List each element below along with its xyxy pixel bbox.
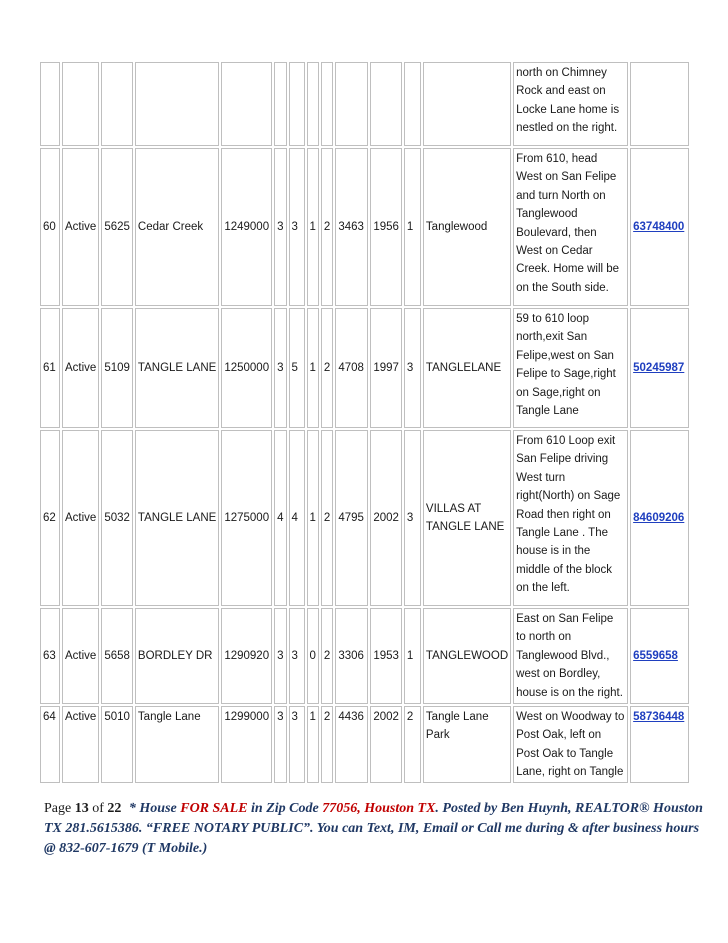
- mls-number-cell: [630, 706, 689, 783]
- listing-row: [40, 308, 689, 428]
- street-name-cell: [135, 430, 219, 606]
- square-feet: 4708: [338, 361, 364, 374]
- stories: 2: [323, 649, 331, 662]
- garage-spaces: 3: [406, 361, 414, 374]
- listing-number-cell: [40, 148, 60, 306]
- page-footer: [44, 799, 704, 859]
- directions: 59 to 610 loop north,exit San Felipe,west on San Felipe to Sage,right on Sage,right on Tangle Lane: [516, 313, 616, 418]
- full-baths-cell: [289, 62, 305, 146]
- street-number-cell: [101, 308, 133, 428]
- year-built: 2002: [373, 511, 399, 524]
- half-baths-cell: [307, 62, 319, 146]
- square-feet: 3306: [338, 649, 364, 662]
- year-built-cell: [370, 62, 402, 146]
- footer-star: *: [128, 801, 136, 816]
- full-baths: 5: [291, 361, 298, 374]
- listings-body: [40, 62, 689, 783]
- year-built: 1953: [373, 649, 399, 662]
- listing-number-cell: [40, 430, 60, 606]
- garage-spaces-cell: [404, 62, 421, 146]
- garage-spaces-cell: [404, 148, 421, 306]
- street-number-cell: [101, 430, 133, 606]
- mls-number-cell: [630, 608, 689, 704]
- list-price: 1299000: [224, 711, 270, 723]
- bedrooms: 3: [277, 649, 284, 662]
- bedrooms: 3: [277, 220, 284, 233]
- listings-table: [38, 60, 691, 785]
- street-number-cell: [101, 706, 133, 783]
- square-feet-cell: [335, 430, 368, 606]
- full-baths: 4: [291, 511, 298, 524]
- half-baths: 1: [309, 361, 316, 374]
- listing-number-cell: [40, 62, 60, 146]
- directions: East on San Felipe to north on Tanglewood Blvd., west on Bordley, house is on the right.: [516, 613, 623, 699]
- subdivision-cell: [423, 608, 511, 704]
- bedrooms-cell: [274, 608, 286, 704]
- street-name-cell: [135, 62, 219, 146]
- subdivision-cell: [423, 706, 511, 783]
- square-feet-cell: [335, 62, 368, 146]
- directions: West on Woodway to Post Oak, left on Post Oak to Tangle Lane, right on Tangle: [516, 711, 625, 779]
- list-price-cell: [221, 608, 272, 704]
- garage-spaces-cell: [404, 608, 421, 704]
- listing-status-cell: [62, 308, 99, 428]
- list-price: 1275000: [224, 511, 270, 524]
- year-built-cell: [370, 308, 402, 428]
- street-name: BORDLEY DR: [137, 649, 213, 662]
- footer-of-word: of: [92, 801, 104, 816]
- listing-status: Active: [65, 361, 97, 374]
- bedrooms: 3: [277, 711, 284, 723]
- subdivision-cell: [423, 148, 511, 306]
- street-name: Tangle Lane: [137, 711, 201, 723]
- full-baths: 3: [291, 649, 298, 662]
- bedrooms-cell: [274, 706, 286, 783]
- footer-page-number: 13: [74, 801, 89, 816]
- footer-in-zip: in Zip Code: [251, 801, 319, 816]
- bedrooms-cell: [274, 308, 286, 428]
- listing-status: Active: [65, 649, 97, 662]
- footer-for-sale: FOR SALE: [180, 801, 248, 816]
- street-name-cell: [135, 608, 219, 704]
- listing-status-cell: [62, 148, 99, 306]
- footer-posted-by: . Posted by Ben Huynh, REALTOR® Houston TX 281.5615386. “FREE NOTARY PUBLIC”. You can Text, IM, Email or Call me during & after business hours @ 832-607-1679 (T Mobile.): [44, 801, 703, 856]
- listing-status-cell: [62, 706, 99, 783]
- mls-link[interactable]: 50245987: [633, 361, 685, 374]
- street-number: 5109: [104, 361, 130, 374]
- street-name-cell: [135, 148, 219, 306]
- subdivision: TANGLEWOOD: [425, 649, 509, 662]
- listing-number-cell: [40, 706, 60, 783]
- year-built-cell: [370, 148, 402, 306]
- half-baths: 1: [309, 711, 316, 723]
- listing-status-cell: [62, 430, 99, 606]
- listing-number-cell: [40, 608, 60, 704]
- directions-cell: [513, 148, 628, 306]
- bedrooms: 4: [277, 511, 284, 524]
- street-name-cell: [135, 308, 219, 428]
- listing-status-cell: [62, 62, 99, 146]
- garage-spaces: 1: [406, 220, 414, 233]
- mls-number-cell: [630, 62, 689, 146]
- square-feet-cell: [335, 608, 368, 704]
- stories: 2: [323, 511, 331, 524]
- street-name-cell: [135, 706, 219, 783]
- mls-link[interactable]: 58736448: [633, 711, 685, 723]
- half-baths-cell: [307, 706, 319, 783]
- directions-cell: [513, 430, 628, 606]
- subdivision: Tangle Lane Park: [425, 711, 489, 742]
- garage-spaces: 1: [406, 649, 414, 662]
- footer-zip: 77056, Houston TX: [322, 801, 436, 816]
- listing-status-cell: [62, 608, 99, 704]
- half-baths: 0: [309, 649, 316, 662]
- list-price-cell: [221, 430, 272, 606]
- half-baths-cell: [307, 308, 319, 428]
- subdivision-cell: [423, 308, 511, 428]
- subdivision: TANGLELANE: [425, 361, 502, 374]
- stories-cell: [321, 608, 333, 704]
- directions-cell: [513, 62, 628, 146]
- listing-status: Active: [65, 511, 97, 524]
- square-feet: 4795: [338, 511, 364, 524]
- subdivision-cell: [423, 62, 511, 146]
- stories: 2: [323, 220, 331, 233]
- bedrooms-cell: [274, 148, 286, 306]
- garage-spaces: 3: [406, 511, 414, 524]
- directions: north on Chimney Rock and east on Locke Lane home is nestled on the right.: [516, 67, 620, 135]
- street-name: TANGLE LANE: [137, 511, 217, 524]
- street-name: Cedar Creek: [137, 220, 204, 233]
- year-built: 1956: [373, 220, 399, 233]
- street-number-cell: [101, 62, 133, 146]
- list-price-cell: [221, 62, 272, 146]
- list-price-cell: [221, 308, 272, 428]
- square-feet-cell: [335, 148, 368, 306]
- list-price-cell: [221, 148, 272, 306]
- listing-row: [40, 148, 689, 306]
- garage-spaces-cell: [404, 430, 421, 606]
- mls-number-cell: [630, 308, 689, 428]
- bedrooms-cell: [274, 430, 286, 606]
- mls-link[interactable]: 6559658: [633, 649, 678, 662]
- stories-cell: [321, 308, 333, 428]
- stories-cell: [321, 706, 333, 783]
- directions-cell: [513, 608, 628, 704]
- listing-number: 64: [43, 711, 56, 723]
- square-feet: 4436: [338, 711, 364, 723]
- year-built: 1997: [373, 361, 399, 374]
- year-built-cell: [370, 430, 402, 606]
- half-baths: 1: [309, 220, 316, 233]
- listing-row: [40, 430, 689, 606]
- mls-number-cell: [630, 148, 689, 306]
- directions-cell: [513, 308, 628, 428]
- full-baths-cell: [289, 148, 305, 306]
- stories-cell: [321, 148, 333, 306]
- listing-number: 60: [43, 220, 56, 233]
- garage-spaces: 2: [406, 711, 414, 723]
- directions-cell: [513, 706, 628, 783]
- square-feet-cell: [335, 706, 368, 783]
- full-baths: 3: [291, 711, 298, 723]
- listing-number-cell: [40, 308, 60, 428]
- street-number: 5010: [104, 711, 130, 723]
- mls-link[interactable]: 63748400: [633, 220, 685, 233]
- footer-page-word: Page: [44, 801, 72, 816]
- list-price: 1249000: [224, 220, 270, 233]
- subdivision: Tanglewood: [425, 220, 488, 233]
- stories-cell: [321, 430, 333, 606]
- year-built-cell: [370, 608, 402, 704]
- half-baths-cell: [307, 148, 319, 306]
- list-price-cell: [221, 706, 272, 783]
- street-number: 5032: [104, 511, 130, 524]
- garage-spaces-cell: [404, 308, 421, 428]
- half-baths-cell: [307, 430, 319, 606]
- square-feet: 3463: [338, 220, 364, 233]
- full-baths-cell: [289, 308, 305, 428]
- listing-number: 63: [43, 649, 56, 662]
- subdivision: VILLAS AT TANGLE LANE: [425, 502, 505, 533]
- mls-number-cell: [630, 430, 689, 606]
- listing-row: [40, 608, 689, 704]
- list-price: 1290920: [224, 649, 270, 662]
- full-baths-cell: [289, 608, 305, 704]
- stories: 2: [323, 711, 331, 723]
- subdivision-cell: [423, 430, 511, 606]
- listing-row: [40, 62, 689, 146]
- listing-row: [40, 706, 689, 783]
- street-name: TANGLE LANE: [137, 361, 217, 374]
- full-baths-cell: [289, 430, 305, 606]
- street-number: 5658: [104, 649, 130, 662]
- year-built-cell: [370, 706, 402, 783]
- year-built: 2002: [373, 711, 399, 723]
- half-baths-cell: [307, 608, 319, 704]
- directions: From 610, head West on San Felipe and turn North on Tanglewood Boulevard, then West on Cedar Creek. Home will be on the South side.: [516, 153, 620, 294]
- listing-number: 61: [43, 361, 56, 374]
- stories-cell: [321, 62, 333, 146]
- stories: 2: [323, 361, 331, 374]
- half-baths: 1: [309, 511, 316, 524]
- mls-link[interactable]: 84609206: [633, 511, 685, 524]
- street-number-cell: [101, 148, 133, 306]
- street-number-cell: [101, 608, 133, 704]
- bedrooms-cell: [274, 62, 286, 146]
- footer-page-total: 22: [107, 801, 122, 816]
- directions: From 610 Loop exit San Felipe driving West turn right(North) on Sage Road then right on Tangle Lane . The house is in the middle of the block on the left.: [516, 435, 621, 595]
- listing-status: Active: [65, 220, 97, 233]
- footer-house: House: [139, 801, 177, 816]
- street-number: 5625: [104, 220, 130, 233]
- garage-spaces-cell: [404, 706, 421, 783]
- listing-number: 62: [43, 511, 56, 524]
- full-baths: 3: [291, 220, 298, 233]
- listing-status: Active: [65, 711, 97, 723]
- square-feet-cell: [335, 308, 368, 428]
- full-baths-cell: [289, 706, 305, 783]
- list-price: 1250000: [224, 361, 270, 374]
- bedrooms: 3: [277, 361, 284, 374]
